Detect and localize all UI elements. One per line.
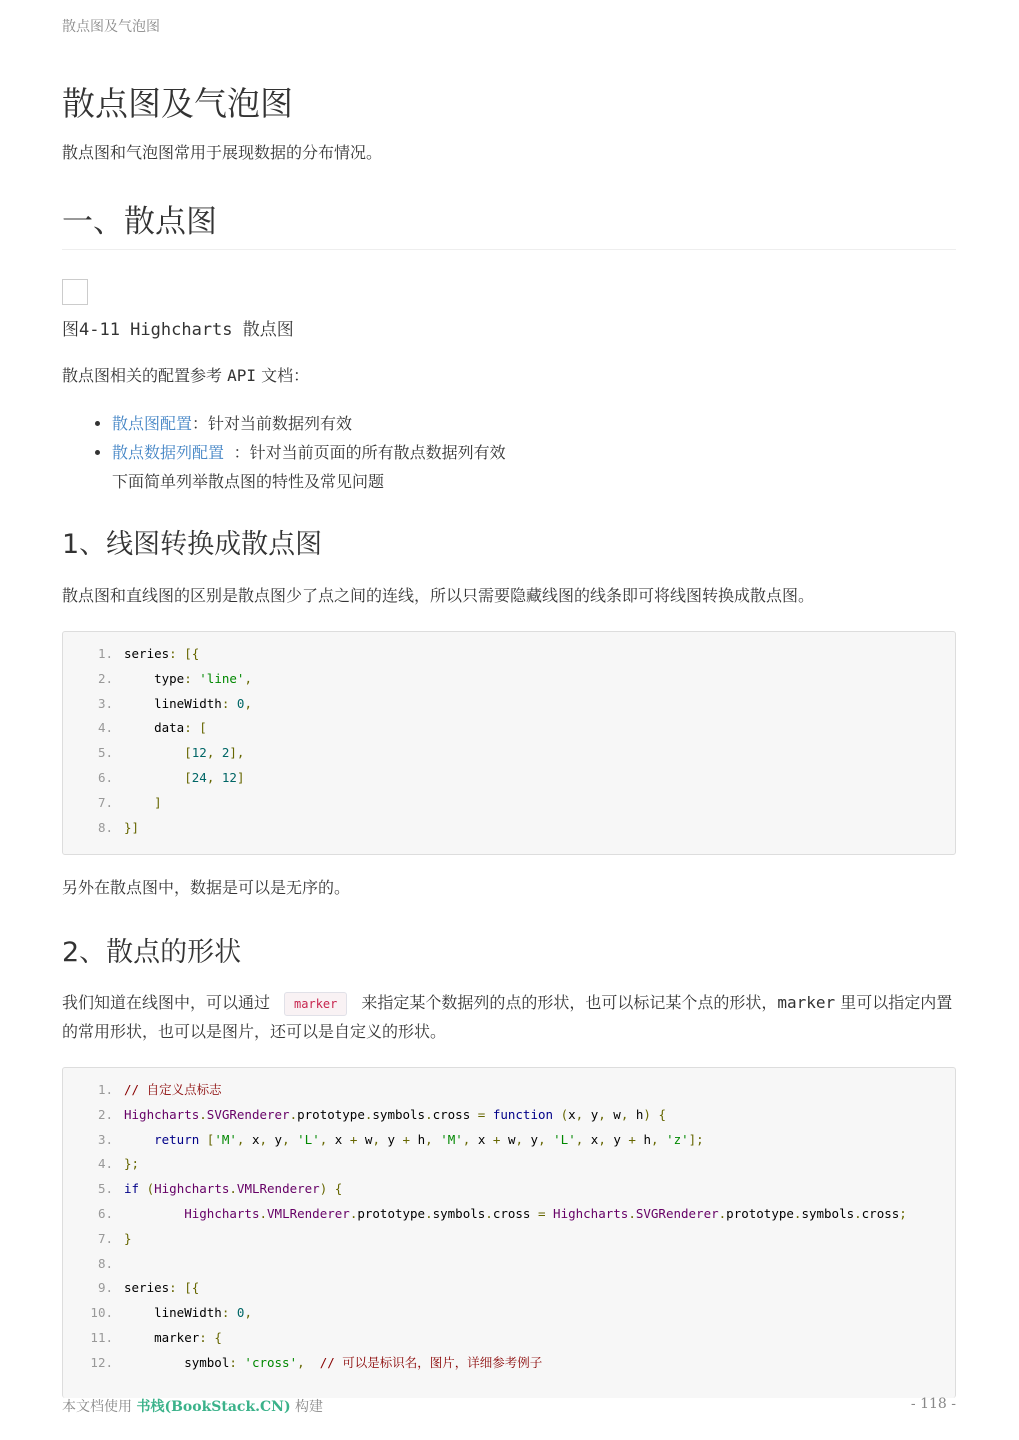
subheading-marker-shape: 2、散点的形状	[62, 937, 242, 968]
line-number: 5.	[97, 1181, 113, 1197]
marker-text-before: 我们知道在线图中，可以通过	[62, 993, 271, 1012]
code-text: series: [{	[124, 646, 200, 661]
api-text-after: 文档：	[256, 366, 310, 385]
code-line	[63, 1351, 955, 1376]
footer-brand-link[interactable]: 书栈(BookStack.CN)	[136, 1399, 291, 1415]
marker-text-after: 来指定某个数据列的点的形状，也可以标记某个点的形状，	[361, 993, 778, 1012]
line-number: 2.	[97, 1106, 113, 1122]
marker-mono: marker	[777, 993, 836, 1012]
code-line	[63, 1326, 955, 1351]
list-item-text: ：针对当前页面的所有散点数据列有效	[224, 443, 506, 462]
code-line	[63, 1252, 955, 1277]
code-line	[63, 1177, 955, 1202]
code-text: [24, 12]	[184, 769, 245, 785]
code-text: type: 'line',	[124, 670, 252, 686]
page-footer	[62, 1396, 956, 1416]
line-number: 7.	[97, 794, 113, 810]
figure-caption: 图4-11 Highcharts 散点图	[62, 320, 294, 340]
code-text: marker: {	[124, 1329, 222, 1345]
line-number: 11.	[90, 1329, 113, 1345]
code-text: Highcharts.VMLRenderer.prototype.symbols.cross = Highcharts.SVGRenderer.prototype.symbols.cross;	[184, 1205, 907, 1221]
code-text: }]	[124, 819, 140, 835]
difference-paragraph: 散点图和直线图的区别是散点图少了点之间的连线，所以只需要隐藏线图的线条即可将线图转换成散点图。	[62, 586, 815, 605]
list-item-text: ：针对当前数据列有效	[192, 414, 353, 433]
page-title: 散点图及气泡图	[62, 84, 293, 123]
line-number: 4.	[97, 720, 113, 736]
line-number: 1.	[97, 1082, 113, 1097]
code-text: [12, 2],	[184, 745, 245, 761]
footer-prefix: 本文档使用	[62, 1399, 137, 1415]
code-text: ]	[154, 794, 162, 810]
code-line	[63, 1078, 955, 1103]
code-line	[63, 791, 955, 816]
line-number: 9.	[97, 1280, 113, 1296]
intro-paragraph: 散点图和气泡图常用于展现数据的分布情况。	[62, 143, 383, 162]
line-number: 1.	[97, 646, 113, 661]
code-line	[63, 716, 955, 741]
code-line	[63, 766, 955, 791]
code-line	[63, 816, 955, 841]
section-heading-scatter: 一、散点图	[62, 204, 217, 240]
code-text: }	[124, 1230, 132, 1246]
api-paragraph	[62, 363, 309, 386]
code-text: series: [{	[124, 1280, 200, 1296]
running-head: 散点图及气泡图	[62, 19, 160, 35]
line-number: 5.	[97, 745, 113, 761]
code-text: lineWidth: 0,	[124, 1305, 252, 1321]
code-text: data: [	[124, 720, 207, 736]
api-link-list	[62, 409, 812, 496]
marker-paragraph	[62, 988, 956, 1046]
broken-image-placeholder	[62, 279, 88, 305]
line-number: 8.	[97, 819, 113, 835]
line-number: 8.	[97, 1255, 113, 1271]
api-text-mono: API	[227, 366, 256, 385]
line-number: 3.	[97, 1131, 113, 1147]
code-line	[63, 1128, 955, 1153]
marker-text-end: 里可以指定内置的常用形状，也可以是图片，还可以是自定义的形状。	[62, 993, 953, 1041]
code-text: };	[124, 1156, 140, 1172]
line-number: 12.	[90, 1354, 113, 1370]
code-line	[63, 1152, 955, 1177]
code-line	[63, 667, 955, 692]
code-text: symbol: 'cross', // 可以是标识名，图片，详细参考例子	[124, 1354, 543, 1370]
line-number: 3.	[97, 695, 113, 711]
section-divider	[62, 249, 956, 250]
code-line	[63, 1202, 955, 1227]
subheading-line-to-scatter: 1、线图转换成散点图	[62, 529, 323, 560]
list-item	[112, 409, 812, 438]
code-line	[63, 741, 955, 766]
code-line	[63, 692, 955, 717]
line-number: 4.	[97, 1156, 113, 1172]
code-line	[63, 1276, 955, 1301]
code-line	[63, 1301, 955, 1326]
code-line	[63, 1103, 955, 1128]
unordered-data-paragraph: 另外在散点图中，数据是可以是无序的。	[62, 878, 351, 897]
line-number: 6.	[97, 1205, 113, 1221]
scatter-series-config-link[interactable]: 散点数据列配置	[112, 443, 225, 462]
code-block-custom-marker[interactable]	[62, 1067, 956, 1398]
code-text: // 自定义点标志	[124, 1082, 222, 1097]
line-number: 7.	[97, 1230, 113, 1246]
api-text-before: 散点图相关的配置参考	[62, 366, 228, 385]
list-note: 下面简单列举散点图的特性及常见问题	[112, 472, 385, 491]
code-text: lineWidth: 0,	[124, 695, 252, 711]
code-line	[63, 1227, 955, 1252]
line-number: 2.	[97, 670, 113, 686]
code-text: return ['M', x, y, 'L', x + w, y + h, 'M', x + w, y, 'L', x, y + h, 'z'];	[154, 1131, 704, 1147]
line-number: 6.	[97, 769, 113, 785]
inline-code-marker: marker	[284, 992, 347, 1016]
code-block-series[interactable]	[62, 631, 956, 855]
code-text: Highcharts.SVGRenderer.prototype.symbols.cross = function (x, y, w, h) {	[124, 1106, 667, 1122]
code-line	[63, 642, 955, 667]
footer-suffix: 构建	[290, 1399, 324, 1415]
code-text: if (Highcharts.VMLRenderer) {	[124, 1181, 343, 1197]
page-number: - 118 -	[910, 1396, 956, 1412]
line-number: 10.	[90, 1305, 113, 1321]
list-item	[112, 438, 812, 496]
scatter-config-link[interactable]: 散点图配置	[112, 414, 193, 433]
